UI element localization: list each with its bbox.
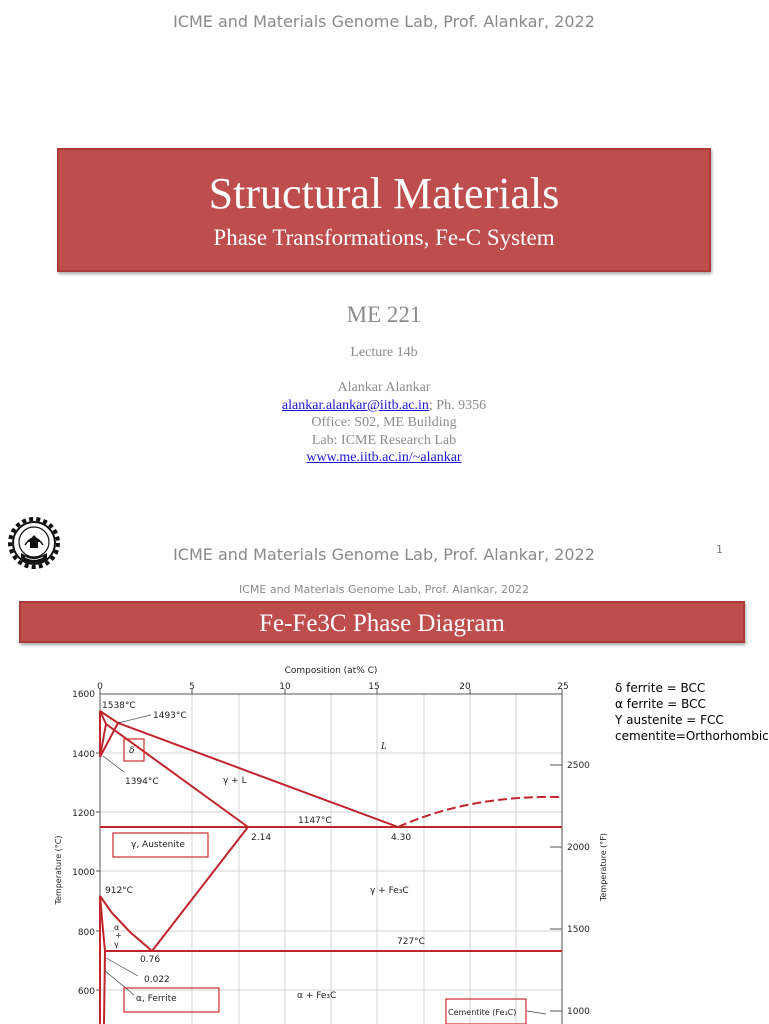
legend-austenite: Υ austenite = FCC	[615, 713, 724, 727]
label-liquid: L	[381, 741, 387, 752]
website-link[interactable]: www.me.iitb.ac.in/~alankar	[306, 450, 462, 465]
top-tick-label: 10	[279, 682, 291, 692]
slide-title: Structural Materials	[208, 169, 560, 218]
label-1493c: 1493°C	[153, 711, 187, 721]
course-code: ME 221	[346, 302, 422, 327]
solidus-line	[100, 711, 248, 827]
label-4-30: 4.30	[391, 833, 412, 843]
left-tick-label: 1000	[72, 868, 95, 878]
label-gamma-plus-fe3c: γ + Fe₃C	[370, 886, 409, 896]
label-ferrite: α, Ferrite	[136, 994, 177, 1004]
slide1-header: ICME and Materials Genome Lab, Prof. Alankar, 2022	[173, 12, 595, 31]
left-tick-label: 600	[77, 987, 95, 997]
label-727c: 727°C	[397, 937, 425, 947]
a3-line	[100, 896, 152, 951]
left-tick-label: 1400	[72, 750, 95, 760]
top-tick-label: 20	[459, 682, 471, 692]
label-1394c: 1394°C	[125, 777, 159, 787]
slide1-footer: ICME and Materials Genome Lab, Prof. Alankar, 2022	[173, 545, 595, 564]
left-axis-title: Temperature (°C)	[54, 835, 63, 905]
label-delta: δ	[129, 746, 135, 756]
fe-c-phase-diagram	[0, 655, 608, 1024]
slide2-title: Fe-Fe3C Phase Diagram	[259, 610, 505, 637]
phase-legend	[615, 680, 769, 744]
label-alpha: α	[114, 923, 120, 932]
label-912c: 912°C	[105, 886, 133, 896]
top-tick-label: 0	[97, 682, 103, 692]
legend-cementite: cementite=Orthorhombic	[615, 729, 769, 743]
label-plus: +	[115, 931, 122, 940]
label-cementite: Cementite (Fe₃C)	[448, 1008, 517, 1017]
slide-subtitle: Phase Transformations, Fe-C System	[213, 225, 555, 250]
right-axis-title: Temperature (°F)	[599, 832, 608, 902]
label-gamma: γ	[114, 940, 119, 949]
lecture-number: Lecture 14b	[350, 345, 418, 360]
contact-block	[0, 379, 768, 467]
diagram-title-banner	[19, 601, 745, 643]
legend-delta-ferrite: δ ferrite = BCC	[615, 681, 706, 695]
legend-alpha-ferrite: α ferrite = BCC	[615, 697, 706, 711]
lab-text: Lab: ICME Research Lab	[311, 432, 457, 448]
right-tick-label: 1000	[567, 1007, 590, 1017]
liquidus-line	[100, 711, 398, 827]
label-gamma-plus-l: γ + L	[223, 776, 247, 786]
label-0-022: 0.022	[144, 975, 170, 985]
left-tick-label: 800	[77, 928, 95, 938]
phone-text: ; Ph. 9356	[428, 397, 487, 413]
top-tick-label: 15	[368, 682, 380, 692]
region-boxes	[113, 739, 526, 1024]
office-text: Office: S02, ME Building	[311, 415, 457, 430]
top-tick-label: 25	[557, 682, 569, 692]
label-alpha-plus-fe3c: α + Fe₃C	[297, 991, 337, 1001]
instructor-name: Alankar Alankar	[337, 380, 431, 395]
label-0-76: 0.76	[140, 955, 161, 965]
top-tick-marks	[96, 689, 562, 1011]
page-number: 1	[716, 543, 723, 556]
right-tick-label: 2500	[567, 761, 590, 771]
title-banner	[57, 148, 711, 272]
label-pointers	[103, 715, 546, 1014]
top-axis-title: Composition (at% C)	[284, 666, 378, 676]
left-tick-label: 1200	[72, 809, 95, 819]
right-tick-label: 1500	[567, 925, 590, 935]
label-1538c: 1538°C	[102, 701, 136, 711]
label-austenite: γ, Austenite	[131, 840, 185, 850]
label-1147c: 1147°C	[298, 816, 332, 826]
right-tick-label: 2000	[567, 843, 590, 853]
slide2-header: ICME and Materials Genome Lab, Prof. Alankar, 2022	[238, 583, 530, 596]
label-2-14: 2.14	[251, 833, 272, 843]
email-link[interactable]: alankar.alankar@iitb.ac.in	[281, 397, 429, 413]
top-tick-label: 5	[189, 682, 195, 692]
left-tick-label: 1600	[72, 690, 95, 700]
email-line	[0, 397, 768, 415]
